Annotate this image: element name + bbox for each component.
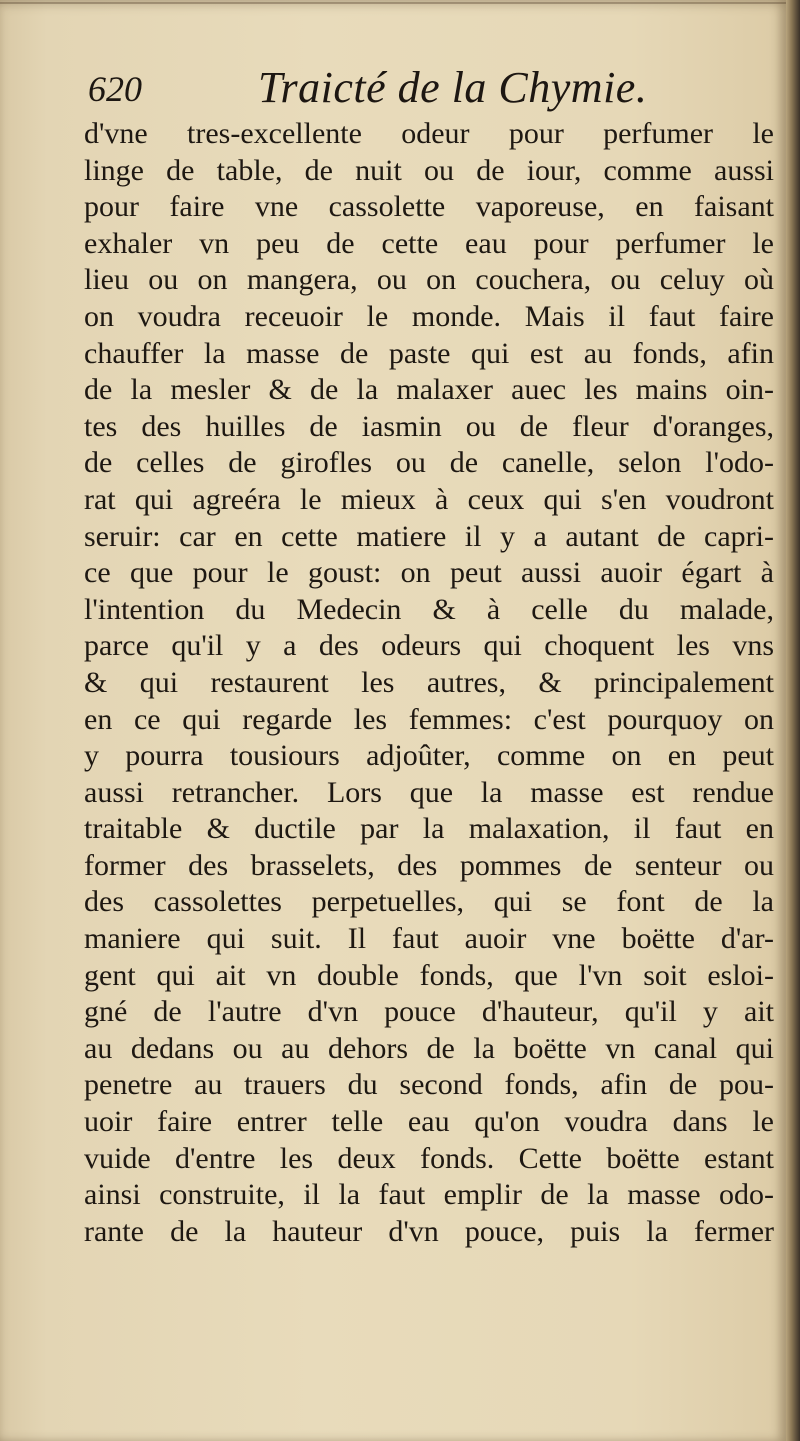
text-line: pour faire vne cassolette vaporeuse, en faisant: [84, 190, 774, 224]
text-line: gné de l'autre d'vn pouce d'hauteur, qu'il y ait: [84, 995, 774, 1029]
body-text: [84, 116, 774, 1250]
text-line: on voudra receuoir le monde. Mais il faut faire: [84, 299, 774, 333]
text-line: rante de la hauteur d'vn pouce, puis la fermer: [84, 1214, 774, 1248]
running-title: Traicté de la Chymie.: [258, 63, 648, 112]
text-line: des cassolettes perpetuelles, qui se font de la: [84, 885, 774, 919]
text-line: de la mesler & de la malaxer auec les mains oin-: [84, 373, 774, 407]
text-line: seruir: car en cette matiere il y a autant de capri-: [84, 519, 774, 553]
text-line: linge de table, de nuit ou de iour, comme aussi: [84, 153, 774, 187]
text-line: au dedans ou au dehors de la boëtte vn canal qui: [84, 1031, 774, 1065]
text-line: rat qui agreéra le mieux à ceux qui s'en voudront: [84, 482, 774, 516]
text-line: lieu ou on mangera, ou on couchera, ou celuy où: [84, 263, 774, 297]
page-header: [88, 60, 758, 120]
page-number: 620: [88, 69, 142, 109]
text-line: exhaler vn peu de cette eau pour perfumer le: [84, 226, 774, 260]
text-line: & qui restaurent les autres, & principalement: [84, 665, 774, 699]
text-line: ce que pour le goust: on peut aussi auoir égart à: [84, 556, 774, 590]
text-line: gent qui ait vn double fonds, que l'vn soit esloi-: [84, 958, 774, 992]
text-line: y pourra tousiours adjoûter, comme on en peut: [84, 739, 774, 773]
text-line: former des brasselets, des pommes de senteur ou: [84, 848, 774, 882]
text-line: tes des huilles de iasmin ou de fleur d'oranges,: [84, 409, 774, 443]
text-line: en ce qui regarde les femmes: c'est pourquoy on: [84, 702, 774, 736]
text-line: maniere qui suit. Il faut auoir vne boëtte d'ar-: [84, 922, 774, 956]
text-line: chauffer la masse de paste qui est au fonds, afin: [84, 336, 774, 370]
text-line: l'intention du Medecin & à celle du malade,: [84, 592, 774, 626]
page-fore-edge: [786, 0, 800, 1441]
text-line: d'vne tres-excellente odeur pour perfumer le: [84, 117, 774, 150]
text-line: parce qu'il y a des odeurs qui choquent les vns: [84, 629, 774, 663]
text-line: ainsi construite, il la faut emplir de la masse odo-: [84, 1178, 774, 1212]
page-top-rule: [0, 2, 786, 4]
text-line: aussi retrancher. Lors que la masse est rendue: [84, 775, 774, 809]
text-line: penetre au trauers du second fonds, afin de pou-: [84, 1068, 774, 1102]
text-line: de celles de girofles ou de canelle, selon l'odo-: [84, 446, 774, 480]
text-line: vuide d'entre les deux fonds. Cette boëtte estant: [84, 1141, 774, 1175]
text-line: uoir faire entrer telle eau qu'on voudra dans le: [84, 1105, 774, 1139]
text-line: traitable & ductile par la malaxation, il faut en: [84, 812, 774, 846]
